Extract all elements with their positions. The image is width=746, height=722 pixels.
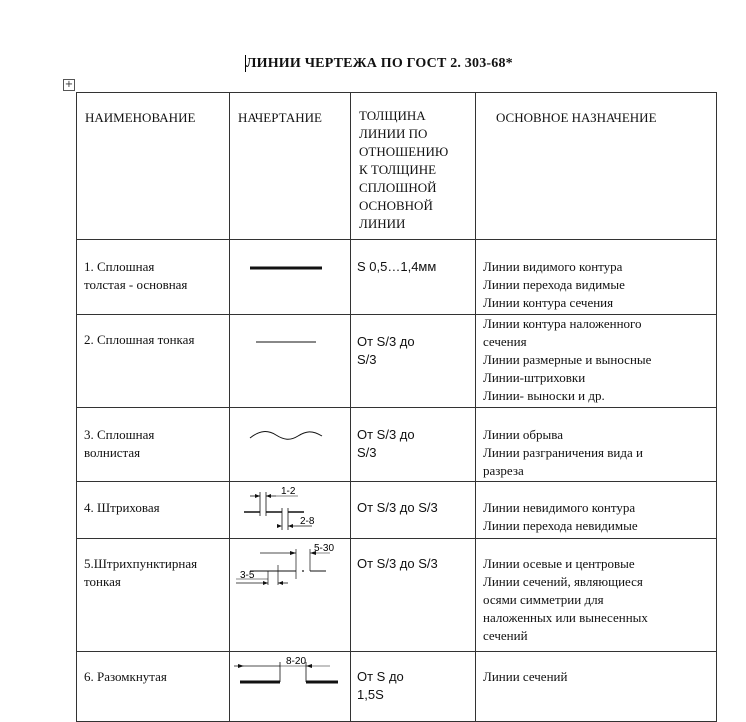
- table-row: [77, 539, 717, 652]
- gost-lines-table: [76, 92, 717, 722]
- dim-label-gap: 1-2: [281, 486, 296, 497]
- header-cell-thickness: ТОЛЩИНА ЛИНИИ ПО ОТНОШЕНИЮ К ТОЛЩИНЕ СПЛОШНОЙ ОСНОВНОЙ ЛИНИИ: [351, 93, 476, 240]
- row-name-cell: 4. Штриховая: [77, 482, 230, 539]
- row-thickness-cell: От S/3 до S/3: [351, 539, 476, 652]
- dim-label-dash: 2-8: [300, 516, 315, 527]
- dim-label-dash-length: 5-30: [314, 543, 335, 554]
- row-purpose-cell: Линии видимого контура Линии перехода видимые Линии контура сечения: [476, 240, 717, 315]
- row-purpose-cell: Линии обрыва Линии разграничения вида и разреза: [476, 408, 717, 482]
- header-cell-drawing: НАЧЕРТАНИЕ: [230, 93, 351, 240]
- row-name-cell: 1. Сплошная толстая - основная: [77, 240, 230, 315]
- row-thickness-cell: От S/3 до S/3: [351, 408, 476, 482]
- row-thickness-cell: От S/3 до S/3: [351, 482, 476, 539]
- dim-label-gap: 3-5: [240, 570, 255, 581]
- drawing-dashed: [230, 482, 351, 539]
- row-purpose-cell: Линии контура наложенного сечения Линии размерные и выносные Линии-штриховки Линии- выноски и др.: [476, 315, 717, 408]
- row-purpose-cell: Линии сечений: [476, 652, 717, 722]
- table-row: [77, 652, 717, 722]
- drawing-wavy: [230, 408, 351, 482]
- row-name-cell: 5.Штрихпунктирная тонкая: [77, 539, 230, 652]
- row-name-cell: 2. Сплошная тонкая: [77, 315, 230, 408]
- row-purpose-cell: Линии невидимого контура Линии перехода невидимые: [476, 482, 717, 539]
- table-row: [77, 315, 717, 408]
- table-row: [77, 482, 717, 539]
- table-header-row: [77, 93, 717, 240]
- row-thickness-cell: От S до 1,5S: [351, 652, 476, 722]
- dim-label-stroke-length: 8-20: [286, 656, 307, 667]
- drawing-open-line: [230, 652, 351, 722]
- row-name-cell: 3. Сплошная волнистая: [77, 408, 230, 482]
- header-cell-purpose: ОСНОВНОЕ НАЗНАЧЕНИЕ: [476, 93, 717, 240]
- header-cell-name: НАИМЕНОВАНИЕ: [77, 93, 230, 240]
- table-row: [77, 240, 717, 315]
- row-name-cell: 6. Разомкнутая: [77, 652, 230, 722]
- row-thickness-cell: S 0,5…1,4мм: [351, 240, 476, 315]
- table-row: [77, 408, 717, 482]
- drawing-dash-dot: [230, 539, 351, 652]
- row-purpose-cell: Линии осевые и центровые Линии сечений, являющиеся осями симметрии для наложенных или вынесенных сечений: [476, 539, 717, 652]
- row-thickness-cell: От S/3 до S/3: [351, 315, 476, 408]
- document-title: ЛИНИИ ЧЕРТЕЖА ПО ГОСТ 2. 303-68*: [246, 56, 513, 71]
- drawing-solid-thin: [230, 315, 351, 408]
- drawing-solid-thick: [230, 240, 351, 315]
- move-table-icon[interactable]: +: [64, 79, 74, 90]
